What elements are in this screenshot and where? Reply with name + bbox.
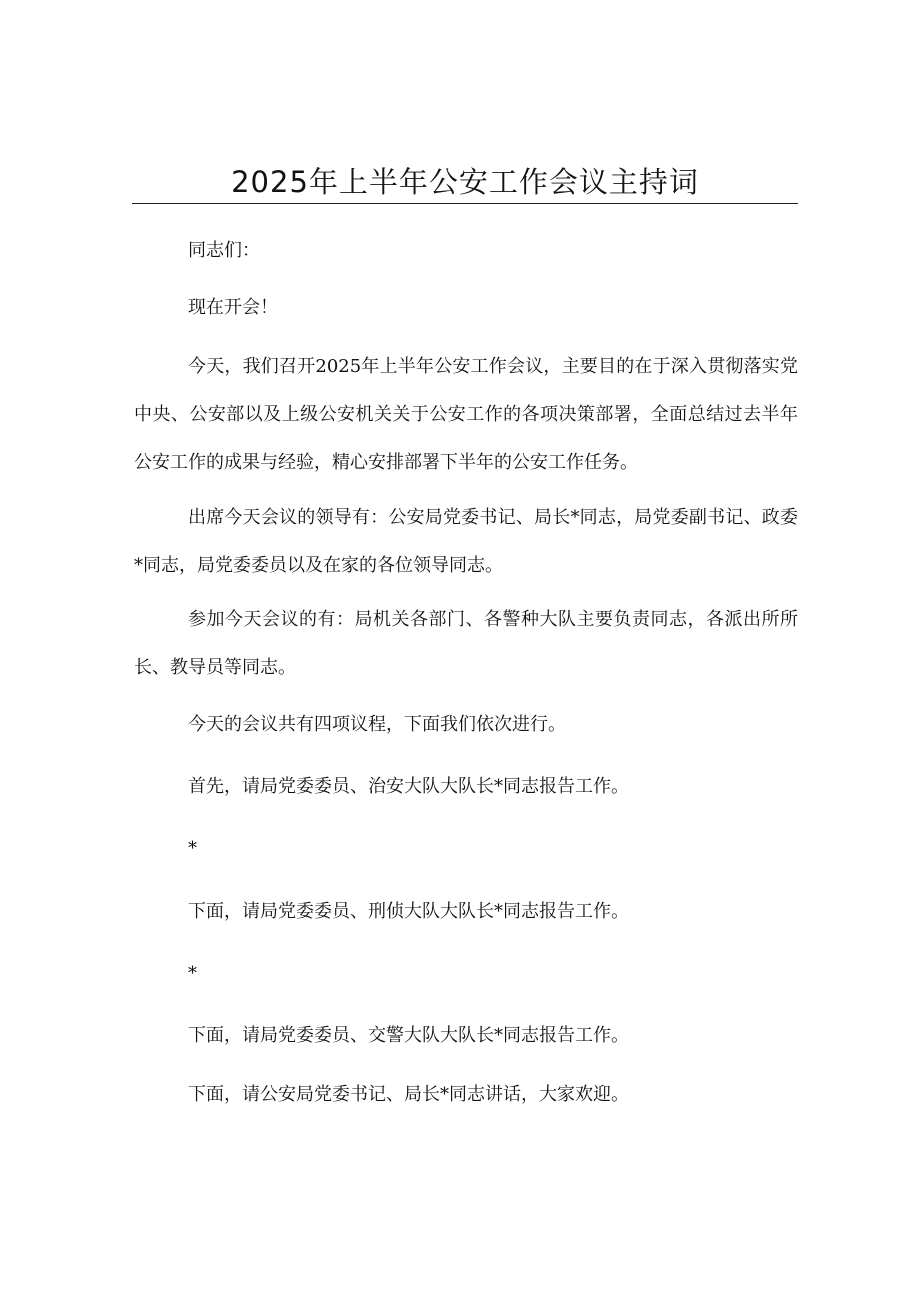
paragraph-greeting: 同志们： [188,240,260,261]
title-underline [132,203,798,204]
paragraph-agenda: 今天的会议共有四项议程，下面我们依次进行。 [188,714,566,735]
paragraph-placeholder-2: * [188,963,197,984]
paragraph-item-3: 下面，请局党委委员、交警大队大队长*同志报告工作。 [188,1025,629,1046]
paragraph-opening: 现在开会！ [188,297,278,318]
document-title: 2025年上半年公安工作会议主持词 [231,165,699,199]
paragraph-item-4: 下面，请公安局党委书记、局长*同志讲话，大家欢迎。 [188,1084,629,1105]
paragraph-item-2: 下面，请局党委委员、刑侦大队大队长*同志报告工作。 [188,901,629,922]
paragraph-leaders: 出席今天会议的领导有：公安局党委书记、局长*同志，局党委副书记、政委*同志，局党委委员以及在家的各位领导同志。 [134,507,798,576]
paragraph-purpose: 今天，我们召开2025年上半年公安工作会议，主要目的在于深入贯彻落实党中央、公安部以及上级公安机关关于公安工作的各项决策部署，全面总结过去半年公安工作的成果与经验，精心安排部署下半年的公安工作任务。 [134,356,798,473]
paragraph-placeholder-1: * [188,838,197,859]
paragraph-attendees: 参加今天会议的有：局机关各部门、各警种大队主要负责同志，各派出所所长、教导员等同志。 [134,609,798,678]
paragraph-item-1: 首先，请局党委委员、治安大队大队长*同志报告工作。 [188,776,629,797]
